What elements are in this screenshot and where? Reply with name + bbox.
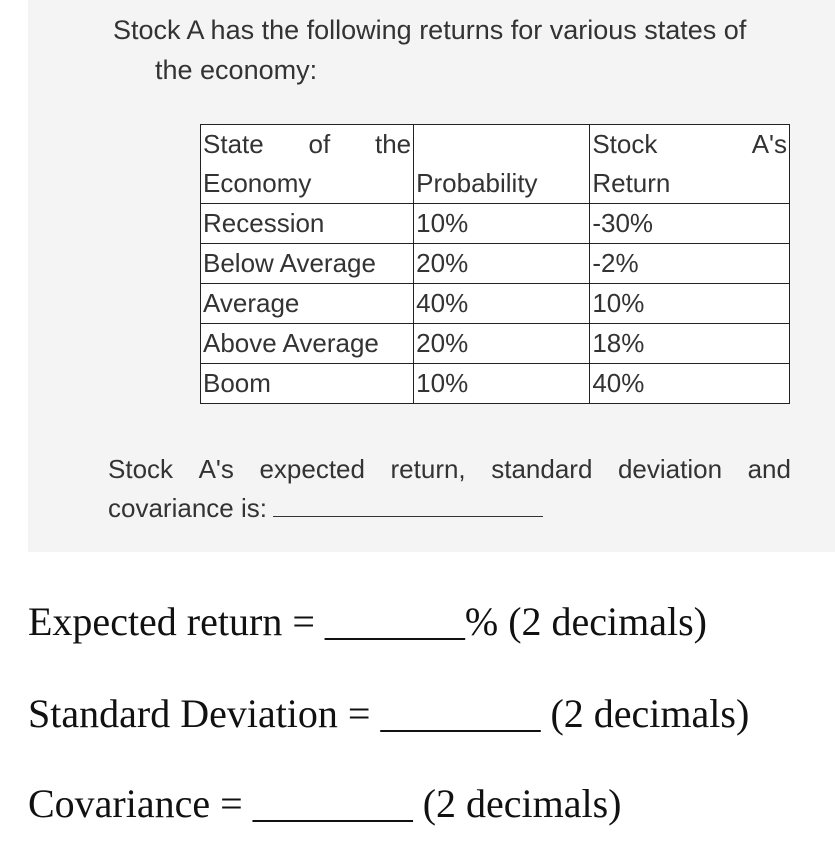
cell-return: 40% [590, 364, 790, 404]
intro-text [113, 10, 813, 90]
cell-probability: 10% [414, 204, 590, 244]
expected-return-prompt: Expected return = _______% (2 decimals) [28, 599, 708, 644]
covariance-prompt: Covariance = ________ (2 decimals) [28, 781, 622, 826]
question-word: and [747, 454, 791, 484]
cell-state: Below Average [201, 244, 414, 284]
header-state-word: State [203, 129, 264, 159]
cell-probability: 20% [414, 244, 590, 284]
cell-return: -30% [590, 204, 790, 244]
cell-state: Boom [201, 364, 414, 404]
intro-line-1: Stock A has the following returns for various states of [113, 15, 747, 45]
question-word: deviation [617, 454, 723, 484]
header-return-line-2: Return [592, 168, 671, 198]
header-return [590, 125, 790, 204]
table-row [201, 324, 790, 364]
header-state-word: of [308, 129, 331, 159]
cell-probability: 40% [414, 284, 590, 324]
question-word: standard [491, 454, 593, 484]
table-header-row [201, 125, 790, 204]
cell-state: Above Average [201, 324, 414, 364]
question-line-1 [108, 450, 791, 489]
cell-return: 10% [590, 284, 790, 324]
panel-gutter [28, 0, 62, 552]
header-probability [414, 125, 590, 204]
question-line-2-text: covariance is: [108, 493, 267, 523]
question-word: Stock [108, 454, 174, 484]
question-word: A's [198, 454, 234, 484]
question-word: return, [390, 454, 466, 484]
header-return-word: Stock [592, 129, 658, 159]
returns-table [200, 124, 790, 404]
cell-probability: 10% [414, 364, 590, 404]
header-probability-label: Probability [416, 168, 538, 198]
cell-probability: 20% [414, 324, 590, 364]
standard-deviation-prompt: Standard Deviation = ________ (2 decimals) [28, 691, 750, 736]
table-row [201, 364, 790, 404]
cell-return: -2% [590, 244, 790, 284]
question-line-2 [108, 489, 791, 528]
intro-line-2: the economy: [155, 55, 318, 85]
header-state-line-1 [203, 125, 411, 164]
header-return-line-1 [592, 125, 787, 164]
question-text [108, 450, 791, 528]
header-state [201, 125, 414, 204]
header-return-word: A's [751, 129, 787, 159]
answer-blank-line [273, 490, 543, 517]
table-row [201, 284, 790, 324]
question-word: expected [259, 454, 365, 484]
header-state-line-2: Economy [203, 168, 312, 198]
header-state-word: the [375, 129, 412, 159]
table-row [201, 204, 790, 244]
cell-state: Average [201, 284, 414, 324]
cell-state: Recession [201, 204, 414, 244]
table-row [201, 244, 790, 284]
cell-return: 18% [590, 324, 790, 364]
